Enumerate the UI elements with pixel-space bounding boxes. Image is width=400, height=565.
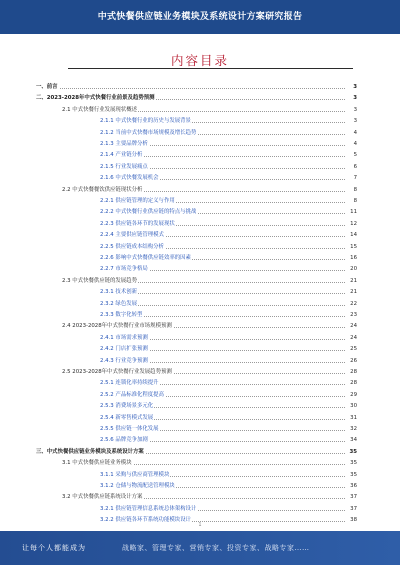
toc-entry[interactable] (0, 482, 400, 490)
toc-entry-page: 28 (345, 368, 357, 376)
toc-entry-title: 2.2.1 供应链管理的定义与作用 (100, 198, 175, 204)
toc-entry-page: 26 (345, 357, 357, 365)
toc-entry[interactable] (0, 94, 400, 102)
toc-entry[interactable] (0, 129, 400, 137)
toc-entry-title: 2.4 2023-2028年中式快餐行业市场规模预测 (62, 323, 172, 330)
toc-entry[interactable] (0, 402, 400, 410)
toc-entry[interactable] (0, 493, 400, 501)
toc-entry-title: 2.2.3 供应链各环节的发展现状 (100, 220, 175, 227)
toc-entry[interactable] (0, 277, 400, 285)
toc-entry[interactable] (0, 288, 400, 296)
toc-entry[interactable] (0, 117, 400, 125)
toc-entry-page: 30 (345, 402, 357, 410)
footer-roles: 战略家、管理专家、营销专家、投资专家、战略专家…… (122, 544, 310, 552)
toc-entry-page: 21 (345, 288, 357, 296)
toc-entry[interactable] (0, 208, 400, 216)
toc-entry-title: 2.2.6 影响中式快餐供应链效率的因素 (100, 255, 191, 261)
toc-entry-page: 16 (345, 254, 357, 262)
toc-entry-page: 4 (345, 129, 357, 137)
toc-entry-title: 3.2.2 供应链各环节系统功能模块设计 (100, 517, 191, 524)
toc-leader-dots (36, 88, 345, 89)
toc-entry-title: 2.1.1 中式快餐行业的历史与发展背景 (100, 118, 191, 125)
title-divider (68, 68, 353, 69)
toc-entry-page: 5 (345, 151, 357, 159)
toc-entry-title: 2.5.2 产品标准化程度提高 (100, 391, 164, 398)
toc-entry-page: 37 (345, 493, 357, 501)
toc-entry-title: 2.4.1 市场需求预测 (100, 334, 148, 341)
toc-entry-title: 2.3.1 技术创新 (100, 289, 137, 296)
toc-entry-page: 31 (345, 414, 357, 422)
toc-entry-page: 15 (345, 243, 357, 251)
toc-entry-title: 2.2 中式快餐餐饮供应链现状分析 (62, 186, 143, 193)
toc-entry-page: 28 (345, 379, 357, 387)
page-number: 1 (198, 522, 202, 528)
toc-entry-page: 35 (345, 471, 357, 479)
toc-entry-page: 4 (345, 140, 357, 148)
toc-entry-title: 2.2.7 市场竞争格局 (100, 266, 148, 273)
toc-entry-title: 2.5.4 新零售模式发展 (100, 414, 154, 421)
toc-entry-page: 3 (345, 117, 357, 125)
toc-entry-page: 35 (345, 448, 357, 456)
toc-entry[interactable] (0, 425, 400, 433)
toc-entry-title: 3.2 中式快餐供应链系统设计方案 (62, 494, 143, 501)
toc-entry[interactable] (0, 254, 400, 262)
document-footer (0, 531, 400, 565)
toc-entry[interactable] (0, 300, 400, 308)
toc-entry-page: 38 (345, 516, 357, 524)
toc-entry-page: 21 (345, 277, 357, 285)
toc-entry[interactable] (0, 83, 400, 91)
footer-slogan: 让每个人都能成为 (22, 544, 86, 552)
toc-entry-title: 2.1.3 主要品牌分析 (100, 141, 148, 147)
toc-entry[interactable] (0, 322, 400, 330)
toc-entry-page: 3 (345, 106, 357, 114)
toc-entry[interactable] (0, 505, 400, 513)
toc-entry-title: 2.1.6 中式快餐发展机会 (100, 175, 159, 182)
title-area (0, 50, 400, 69)
toc-entry-page: 36 (345, 482, 357, 490)
toc-entry-title: 2.1.4 产业链分析 (100, 152, 143, 159)
toc-entry-title: 2.1 中式快餐行业发展现状概述 (62, 106, 137, 113)
toc-entry[interactable] (0, 357, 400, 365)
toc-entry[interactable] (0, 391, 400, 399)
toc-entry-title: 2.3.3 数字化转型 (100, 312, 143, 318)
toc-entry-page: 32 (345, 425, 357, 433)
toc-entry-title: 2.1.2 当前中式快餐市场规模及增长趋势 (100, 129, 197, 136)
toc-entry[interactable] (0, 265, 400, 273)
toc-entry-page: 8 (345, 186, 357, 194)
toc-entry[interactable] (0, 197, 400, 205)
toc-entry[interactable] (0, 231, 400, 239)
toc-entry[interactable] (0, 471, 400, 479)
toc-entry[interactable] (0, 379, 400, 387)
toc-entry-title: 2.4.2 门店扩张预测 (100, 346, 148, 353)
toc-entry-page: 3 (345, 83, 357, 91)
toc-entry-page: 3 (345, 94, 357, 102)
toc-entry[interactable] (0, 186, 400, 194)
toc-entry-page: 7 (345, 174, 357, 182)
toc-entry[interactable] (0, 334, 400, 342)
header-title: 中式快餐供应链业务模块及系统设计方案研究报告 (97, 12, 303, 22)
toc-entry-title: 2.2.2 中式快餐行业供应链的特点与挑战 (100, 209, 197, 216)
toc-entry[interactable] (0, 106, 400, 114)
toc-entry-title: 3.1.1 采购与供应商管理模块 (100, 471, 170, 478)
toc-entry[interactable] (0, 220, 400, 228)
toc-entry-title: 2.2.4 主要供应链管理模式 (100, 232, 164, 239)
toc-entry[interactable] (0, 368, 400, 376)
toc-entry-title: 2.5.5 供应链一体化发展 (100, 426, 159, 432)
toc-entry-page: 37 (345, 505, 357, 513)
toc-entry-title: 二、2023-2028年中式快餐行业前景及趋势预测 (36, 95, 155, 102)
toc-entry-title: 2.5 2023-2028年中式快餐行业发展趋势预测 (62, 369, 172, 375)
toc-entry-page: 22 (345, 300, 357, 308)
toc-entry-title: 三、中式快餐供应链业务模块及系统设计方案 (36, 448, 144, 455)
toc-entry-page: 24 (345, 322, 357, 330)
toc-entry-page: 20 (345, 265, 357, 273)
toc-entry-page: 14 (345, 231, 357, 239)
toc-entry-title: 2.3 中式快餐供应链的发展趋势 (62, 277, 137, 284)
toc-entry[interactable] (0, 174, 400, 182)
toc-entry-title: 2.2.5 供应链成本结构分析 (100, 243, 164, 250)
toc-entry[interactable] (0, 448, 400, 456)
toc-entry-title: 2.5.6 品牌竞争加剧 (100, 437, 148, 444)
toc-entry-page: 25 (345, 345, 357, 353)
toc-entry[interactable] (0, 311, 400, 319)
toc-entry-title: 2.4.3 行业竞争预测 (100, 357, 148, 364)
toc-entry-title: 2.3.2 绿色发展 (100, 300, 137, 307)
toc-entry-page: 11 (345, 208, 357, 216)
toc-entry[interactable] (0, 151, 400, 159)
toc-entry-page: 12 (345, 220, 357, 228)
toc-entry-title: 3.1.2 仓储与物流配送管理模块 (100, 483, 175, 489)
toc-entry-page: 24 (345, 334, 357, 342)
toc-entry[interactable] (0, 345, 400, 353)
toc-entry-title: 2.5.3 消费场景多元化 (100, 403, 154, 410)
toc-entry[interactable] (0, 436, 400, 444)
toc-entry[interactable] (0, 140, 400, 148)
toc-entry-title: 2.5.1 连锁化率持续提升 (100, 380, 159, 387)
toc-entry[interactable] (0, 459, 400, 467)
toc-entry-page: 35 (345, 459, 357, 467)
toc-entry-page: 34 (345, 436, 357, 444)
toc-entry[interactable] (0, 243, 400, 251)
toc-entry[interactable] (0, 414, 400, 422)
document-header (0, 0, 400, 34)
toc-entry-page: 8 (345, 197, 357, 205)
toc-entry-title: 一、前言 (36, 84, 58, 90)
toc-entry-title: 2.1.5 行业发展痛点 (100, 163, 148, 170)
toc-entry-page: 29 (345, 391, 357, 399)
toc-entry-page: 6 (345, 163, 357, 171)
toc-entry-page: 23 (345, 311, 357, 319)
toc-entry[interactable] (0, 163, 400, 171)
page-title: 内容目录 (170, 53, 229, 68)
toc-entry-title: 3.2.1 供应链管理信息系统总体架构设计 (100, 505, 197, 512)
toc-entry-title: 3.1 中式快餐供应链业务模块 (62, 460, 132, 467)
